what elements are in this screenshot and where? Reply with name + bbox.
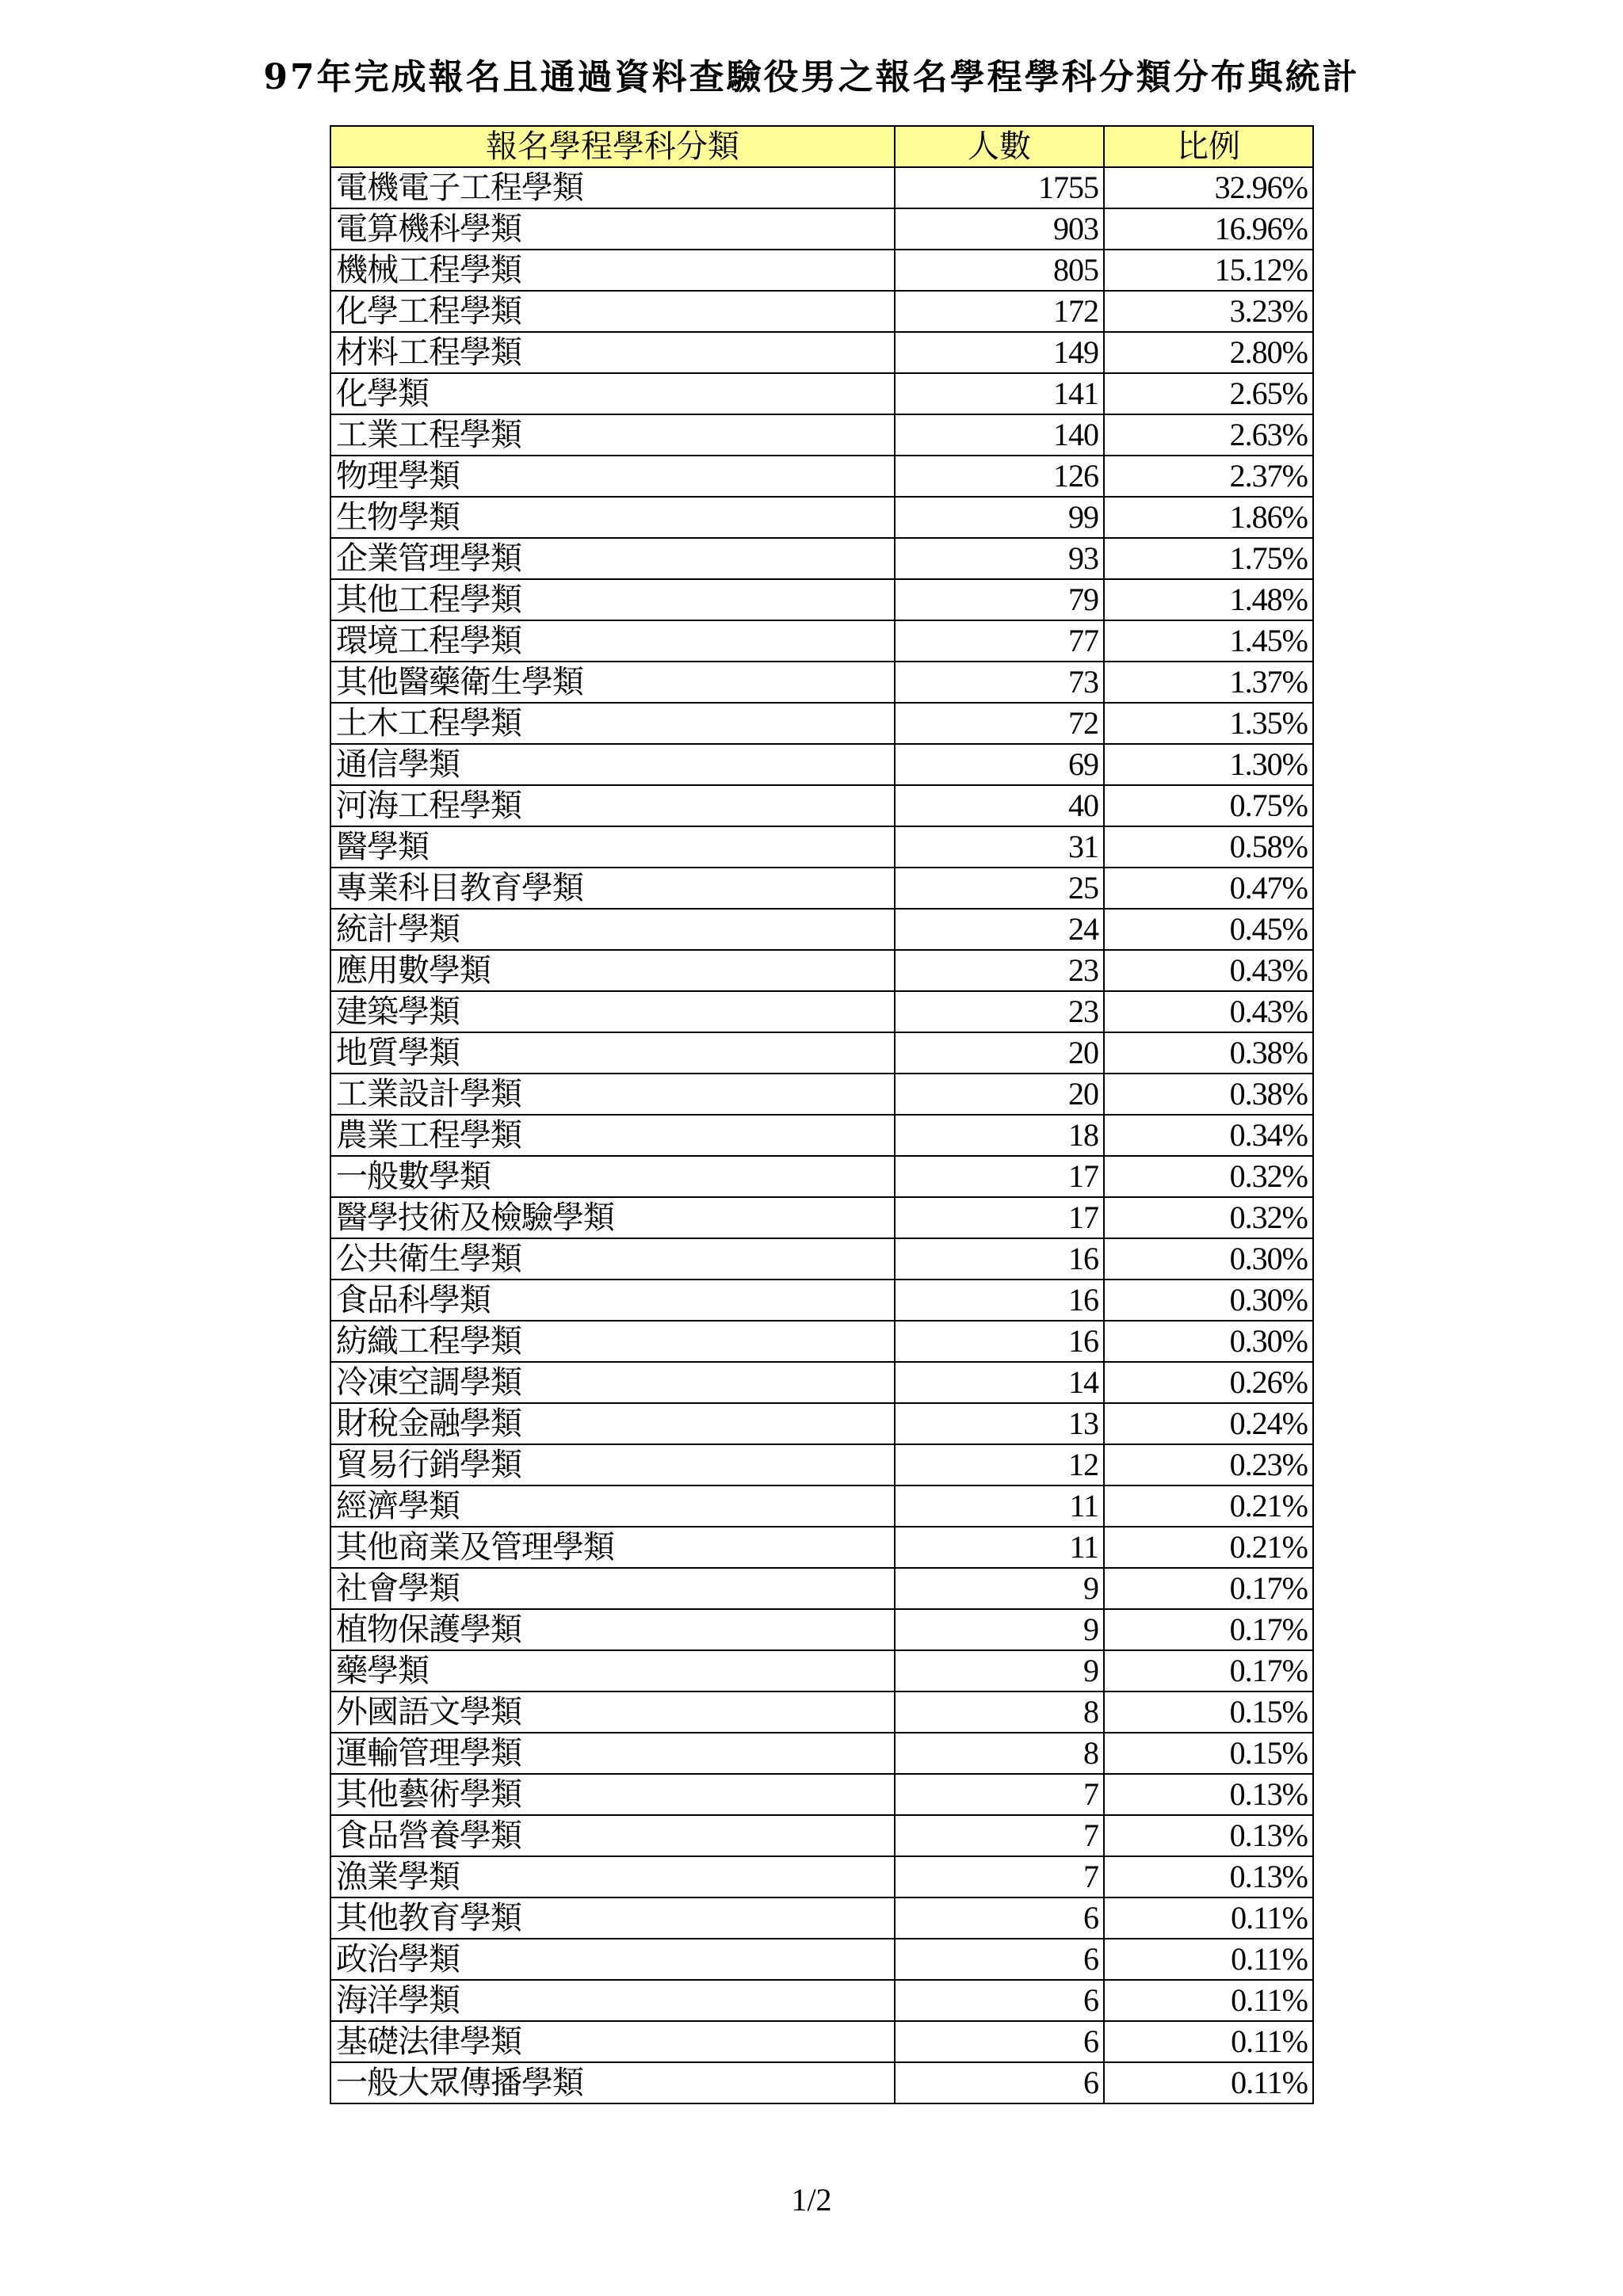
category-cell: 一般大眾傳播學類 [330, 2062, 895, 2103]
category-cell: 食品營養學類 [330, 1815, 895, 1856]
table-row [330, 1527, 1313, 1568]
category-cell: 土木工程學類 [330, 703, 895, 744]
category-cell: 其他教育學類 [330, 1897, 895, 1939]
category-cell: 電機電子工程學類 [330, 167, 895, 208]
ratio-cell: 0.11% [1104, 1939, 1313, 1980]
count-cell: 73 [895, 662, 1104, 703]
table-row [330, 167, 1313, 208]
table-row [330, 1650, 1313, 1691]
ratio-cell: 0.17% [1104, 1650, 1313, 1691]
column-header-category: 報名學程學科分類 [330, 126, 895, 167]
ratio-cell: 2.80% [1104, 332, 1313, 373]
category-cell: 環境工程學類 [330, 620, 895, 662]
category-cell: 漁業學類 [330, 1856, 895, 1897]
table-row [330, 456, 1313, 497]
count-cell: 172 [895, 291, 1104, 332]
category-cell: 電算機科學類 [330, 208, 895, 250]
category-cell: 河海工程學類 [330, 785, 895, 826]
category-cell: 財稅金融學類 [330, 1403, 895, 1444]
count-cell: 72 [895, 703, 1104, 744]
column-header-ratio: 比例 [1104, 126, 1313, 167]
ratio-cell: 0.30% [1104, 1321, 1313, 1362]
ratio-cell: 1.86% [1104, 497, 1313, 538]
page-title: 97年完成報名且通過資料查驗役男之報名學程學科分類分布與統計 [263, 57, 1360, 97]
ratio-cell: 0.11% [1104, 2062, 1313, 2103]
category-cell: 醫學技術及檢驗學類 [330, 1197, 895, 1238]
category-cell: 地質學類 [330, 1032, 895, 1074]
table-row [330, 2062, 1313, 2103]
count-cell: 69 [895, 744, 1104, 785]
category-cell: 專業科目教育學類 [330, 868, 895, 909]
count-cell: 40 [895, 785, 1104, 826]
category-cell: 生物學類 [330, 497, 895, 538]
table-row [330, 1486, 1313, 1527]
ratio-cell: 0.30% [1104, 1280, 1313, 1321]
count-cell: 141 [895, 373, 1104, 414]
count-cell: 8 [895, 1691, 1104, 1733]
ratio-cell: 15.12% [1104, 250, 1313, 291]
ratio-cell: 0.11% [1104, 1897, 1313, 1939]
table-row [330, 373, 1313, 414]
count-cell: 6 [895, 1980, 1104, 2021]
count-cell: 9 [895, 1650, 1104, 1691]
ratio-cell: 2.37% [1104, 456, 1313, 497]
count-cell: 1755 [895, 167, 1104, 208]
table-row [330, 1691, 1313, 1733]
category-cell: 其他商業及管理學類 [330, 1527, 895, 1568]
ratio-cell: 0.43% [1104, 950, 1313, 991]
table-row [330, 620, 1313, 662]
category-cell: 食品科學類 [330, 1280, 895, 1321]
ratio-cell: 0.75% [1104, 785, 1313, 826]
ratio-cell: 0.26% [1104, 1362, 1313, 1403]
category-cell: 外國語文學類 [330, 1691, 895, 1733]
category-cell: 經濟學類 [330, 1486, 895, 1527]
count-cell: 25 [895, 868, 1104, 909]
table-row [330, 1897, 1313, 1939]
table-row [330, 1403, 1313, 1444]
count-cell: 31 [895, 826, 1104, 868]
count-cell: 12 [895, 1444, 1104, 1486]
count-cell: 6 [895, 2021, 1104, 2062]
count-cell: 16 [895, 1280, 1104, 1321]
ratio-cell: 16.96% [1104, 208, 1313, 250]
count-cell: 805 [895, 250, 1104, 291]
ratio-cell: 0.11% [1104, 1980, 1313, 2021]
table-row [330, 1939, 1313, 1980]
count-cell: 9 [895, 1568, 1104, 1609]
table-row [330, 826, 1313, 868]
table-row [330, 1815, 1313, 1856]
count-cell: 8 [895, 1733, 1104, 1774]
table-row [330, 1321, 1313, 1362]
category-cell: 運輸管理學類 [330, 1733, 895, 1774]
category-cell: 統計學類 [330, 909, 895, 950]
table-row [330, 991, 1313, 1032]
table-row [330, 208, 1313, 250]
count-cell: 903 [895, 208, 1104, 250]
table-row [330, 1733, 1313, 1774]
category-cell: 化學工程學類 [330, 291, 895, 332]
category-cell: 工業設計學類 [330, 1074, 895, 1115]
ratio-cell: 1.30% [1104, 744, 1313, 785]
table-row [330, 1444, 1313, 1486]
table-row [330, 497, 1313, 538]
ratio-cell: 1.37% [1104, 662, 1313, 703]
category-cell: 貿易行銷學類 [330, 1444, 895, 1486]
category-cell: 一般數學類 [330, 1156, 895, 1197]
category-cell: 基礎法律學類 [330, 2021, 895, 2062]
table-row [330, 414, 1313, 456]
count-cell: 13 [895, 1403, 1104, 1444]
category-cell: 其他藝術學類 [330, 1774, 895, 1815]
count-cell: 20 [895, 1032, 1104, 1074]
count-cell: 9 [895, 1609, 1104, 1650]
category-cell: 紡織工程學類 [330, 1321, 895, 1362]
count-cell: 126 [895, 456, 1104, 497]
count-cell: 17 [895, 1197, 1104, 1238]
table-row [330, 1568, 1313, 1609]
count-cell: 14 [895, 1362, 1104, 1403]
table-row [330, 1362, 1313, 1403]
category-cell: 應用數學類 [330, 950, 895, 991]
table-row [330, 1074, 1313, 1115]
ratio-cell: 0.24% [1104, 1403, 1313, 1444]
ratio-cell: 0.17% [1104, 1568, 1313, 1609]
ratio-cell: 0.43% [1104, 991, 1313, 1032]
ratio-cell: 0.23% [1104, 1444, 1313, 1486]
category-cell: 工業工程學類 [330, 414, 895, 456]
count-cell: 16 [895, 1321, 1104, 1362]
count-cell: 149 [895, 332, 1104, 373]
table-body [330, 167, 1313, 2103]
category-cell: 農業工程學類 [330, 1115, 895, 1156]
category-cell: 醫學類 [330, 826, 895, 868]
count-cell: 6 [895, 1939, 1104, 1980]
count-cell: 7 [895, 1815, 1104, 1856]
category-cell: 海洋學類 [330, 1980, 895, 2021]
ratio-cell: 2.63% [1104, 414, 1313, 456]
ratio-cell: 0.30% [1104, 1238, 1313, 1280]
ratio-cell: 0.32% [1104, 1156, 1313, 1197]
ratio-cell: 0.15% [1104, 1691, 1313, 1733]
ratio-cell: 1.45% [1104, 620, 1313, 662]
table-row [330, 744, 1313, 785]
category-cell: 植物保護學類 [330, 1609, 895, 1650]
count-cell: 11 [895, 1527, 1104, 1568]
table-row [330, 250, 1313, 291]
count-cell: 140 [895, 414, 1104, 456]
category-cell: 企業管理學類 [330, 538, 895, 579]
table-row [330, 950, 1313, 991]
ratio-cell: 32.96% [1104, 167, 1313, 208]
ratio-cell: 3.23% [1104, 291, 1313, 332]
count-cell: 6 [895, 2062, 1104, 2103]
count-cell: 7 [895, 1774, 1104, 1815]
table-row [330, 785, 1313, 826]
ratio-cell: 0.45% [1104, 909, 1313, 950]
table-row [330, 662, 1313, 703]
table-row [330, 1280, 1313, 1321]
count-cell: 23 [895, 991, 1104, 1032]
count-cell: 18 [895, 1115, 1104, 1156]
table-row [330, 1115, 1313, 1156]
ratio-cell: 0.38% [1104, 1032, 1313, 1074]
table-row [330, 1774, 1313, 1815]
ratio-cell: 1.48% [1104, 579, 1313, 620]
count-cell: 79 [895, 579, 1104, 620]
category-cell: 冷凍空調學類 [330, 1362, 895, 1403]
table-row [330, 2021, 1313, 2062]
count-cell: 17 [895, 1156, 1104, 1197]
ratio-cell: 1.75% [1104, 538, 1313, 579]
table-header-row [330, 126, 1313, 167]
table-row [330, 1856, 1313, 1897]
table-row [330, 1980, 1313, 2021]
table-row [330, 868, 1313, 909]
count-cell: 24 [895, 909, 1104, 950]
count-cell: 16 [895, 1238, 1104, 1280]
table-row [330, 1032, 1313, 1074]
ratio-cell: 2.65% [1104, 373, 1313, 414]
count-cell: 20 [895, 1074, 1104, 1115]
count-cell: 99 [895, 497, 1104, 538]
column-header-count: 人數 [895, 126, 1104, 167]
table-row [330, 538, 1313, 579]
category-cell: 政治學類 [330, 1939, 895, 1980]
ratio-cell: 0.21% [1104, 1486, 1313, 1527]
category-cell: 通信學類 [330, 744, 895, 785]
ratio-cell: 0.13% [1104, 1815, 1313, 1856]
table-row [330, 332, 1313, 373]
count-cell: 77 [895, 620, 1104, 662]
ratio-cell: 0.11% [1104, 2021, 1313, 2062]
table-row [330, 579, 1313, 620]
ratio-cell: 0.15% [1104, 1733, 1313, 1774]
table-row [330, 1197, 1313, 1238]
category-cell: 公共衛生學類 [330, 1238, 895, 1280]
table-row [330, 703, 1313, 744]
category-cell: 材料工程學類 [330, 332, 895, 373]
category-cell: 建築學類 [330, 991, 895, 1032]
ratio-cell: 0.32% [1104, 1197, 1313, 1238]
count-cell: 23 [895, 950, 1104, 991]
count-cell: 7 [895, 1856, 1104, 1897]
ratio-cell: 0.58% [1104, 826, 1313, 868]
ratio-cell: 0.38% [1104, 1074, 1313, 1115]
ratio-cell: 0.13% [1104, 1774, 1313, 1815]
table-row [330, 1609, 1313, 1650]
statistics-table [330, 125, 1314, 2104]
category-cell: 藥學類 [330, 1650, 895, 1691]
category-cell: 機械工程學類 [330, 250, 895, 291]
table-row [330, 909, 1313, 950]
ratio-cell: 0.34% [1104, 1115, 1313, 1156]
count-cell: 6 [895, 1897, 1104, 1939]
count-cell: 11 [895, 1486, 1104, 1527]
category-cell: 物理學類 [330, 456, 895, 497]
ratio-cell: 0.47% [1104, 868, 1313, 909]
category-cell: 其他工程學類 [330, 579, 895, 620]
table-row [330, 1156, 1313, 1197]
ratio-cell: 0.17% [1104, 1609, 1313, 1650]
ratio-cell: 0.21% [1104, 1527, 1313, 1568]
page-number: 1/2 [791, 2182, 832, 2218]
table-row [330, 1238, 1313, 1280]
count-cell: 93 [895, 538, 1104, 579]
category-cell: 社會學類 [330, 1568, 895, 1609]
ratio-cell: 1.35% [1104, 703, 1313, 744]
table-row [330, 291, 1313, 332]
ratio-cell: 0.13% [1104, 1856, 1313, 1897]
category-cell: 化學類 [330, 373, 895, 414]
category-cell: 其他醫藥衛生學類 [330, 662, 895, 703]
